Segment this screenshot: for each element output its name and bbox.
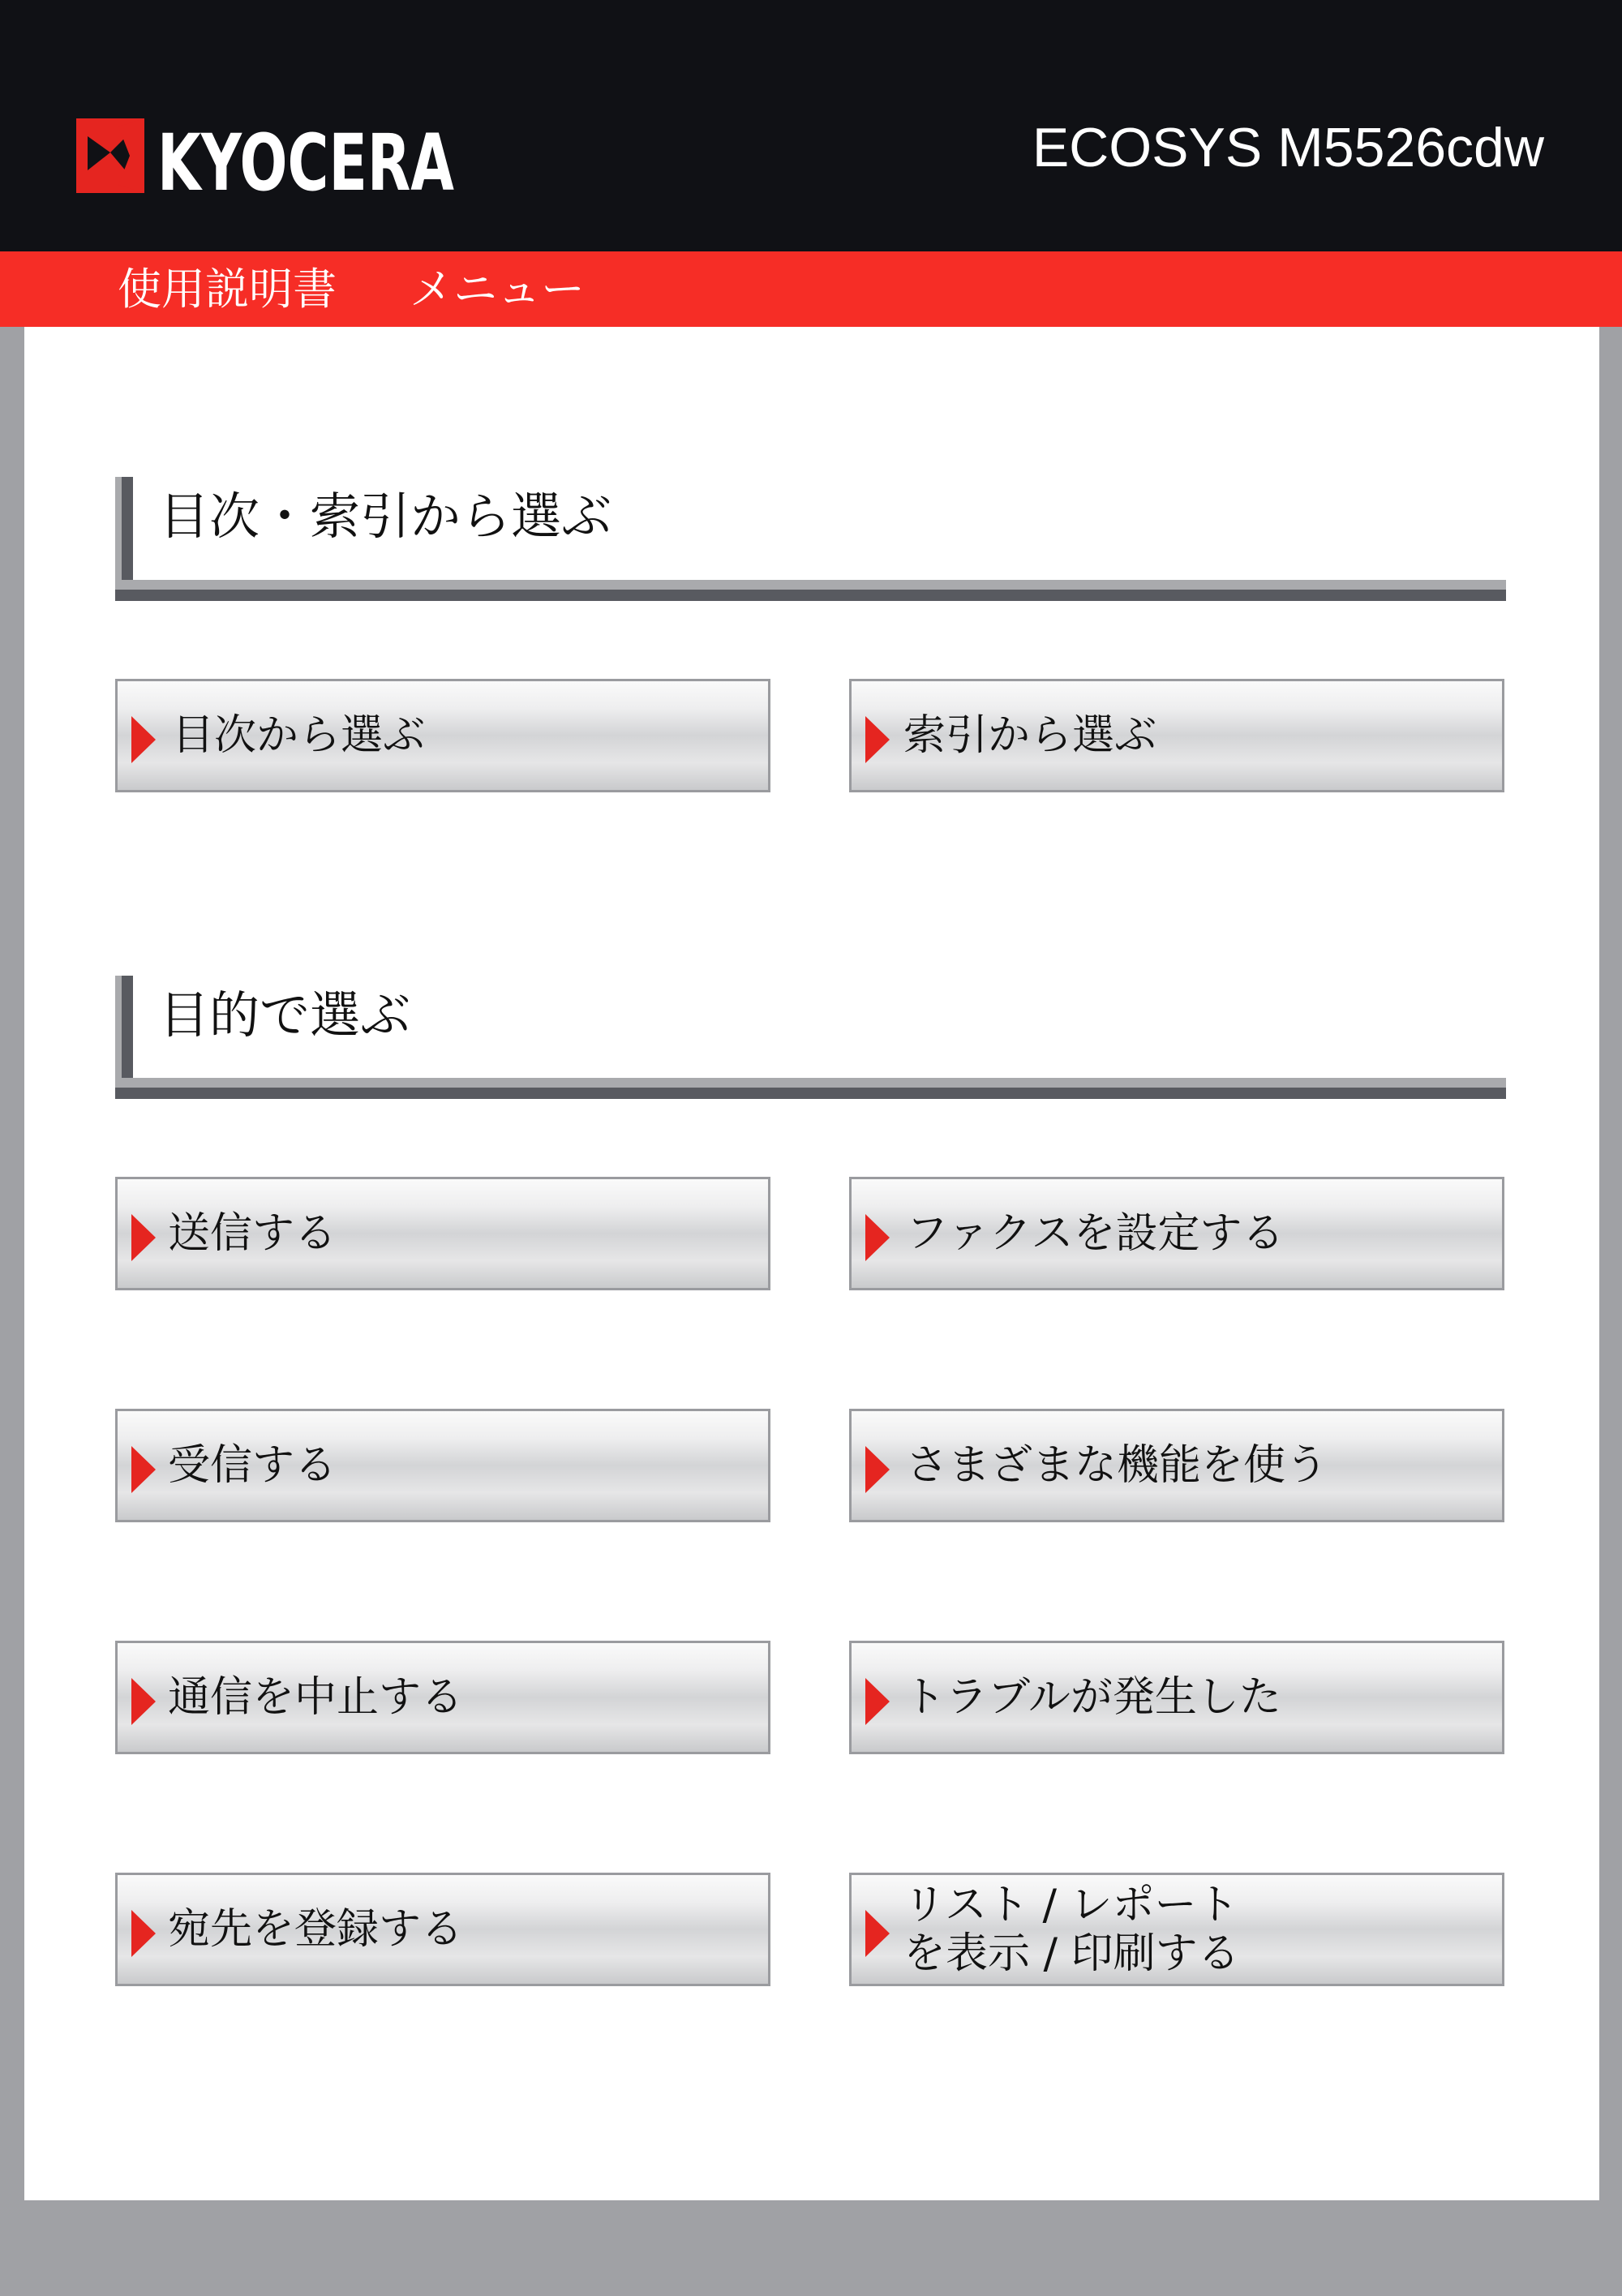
troubleshooting-button[interactable] <box>849 1641 1504 1754</box>
button-label: 宛先を登録する <box>168 1905 464 1954</box>
red-triangle-arrow-icon <box>865 716 890 763</box>
section-heading-bar-vertical <box>115 477 133 594</box>
red-triangle-arrow-icon <box>865 1678 890 1725</box>
header-bar <box>0 0 1622 251</box>
manual-title <box>118 260 585 320</box>
various-functions-button[interactable] <box>849 1409 1504 1522</box>
model-name: ECOSYS M5526cdw <box>1032 117 1544 178</box>
section-heading-bar-vertical <box>115 976 133 1092</box>
red-triangle-arrow-icon <box>131 1446 156 1493</box>
section-heading-underline <box>115 1078 1506 1099</box>
section-heading: 目的で選ぶ <box>159 985 411 1045</box>
button-label: 通信を中止する <box>168 1673 464 1722</box>
kyocera-logo <box>76 112 457 208</box>
red-triangle-arrow-icon <box>131 716 156 763</box>
index-button[interactable] <box>849 679 1504 792</box>
button-label: ファクスを設定する <box>906 1209 1285 1258</box>
section-heading-underline <box>115 580 1506 601</box>
button-label: さまざまな機能を使う <box>906 1441 1328 1490</box>
toc-button[interactable] <box>115 679 770 792</box>
button-label: 送信する <box>168 1209 337 1258</box>
red-triangle-arrow-icon <box>131 1214 156 1261</box>
brand-wordmark: KYOCERA <box>157 118 454 208</box>
send-button[interactable] <box>115 1177 770 1290</box>
report-print-button[interactable] <box>849 1873 1504 1986</box>
red-triangle-arrow-icon <box>865 1446 890 1493</box>
cancel-communication-button[interactable] <box>115 1641 770 1754</box>
button-label: 索引から選ぶ <box>903 711 1157 760</box>
red-triangle-arrow-icon <box>131 1678 156 1725</box>
doc-type-label: 使用説明書 <box>118 264 337 315</box>
fax-settings-button[interactable] <box>849 1177 1504 1290</box>
button-label: リスト / レポート を表示 / 印刷する <box>903 1881 1240 1978</box>
button-label: 目次から選ぶ <box>172 711 426 760</box>
red-triangle-arrow-icon <box>865 1910 890 1957</box>
section-heading: 目次・索引から選ぶ <box>159 487 612 546</box>
button-label: トラブルが発生した <box>903 1673 1281 1722</box>
receive-button[interactable] <box>115 1409 770 1522</box>
button-label: 受信する <box>168 1441 337 1490</box>
red-triangle-arrow-icon <box>865 1214 890 1261</box>
red-triangle-arrow-icon <box>131 1910 156 1957</box>
menu-label: メニュー <box>410 264 585 315</box>
register-destination-button[interactable] <box>115 1873 770 1986</box>
